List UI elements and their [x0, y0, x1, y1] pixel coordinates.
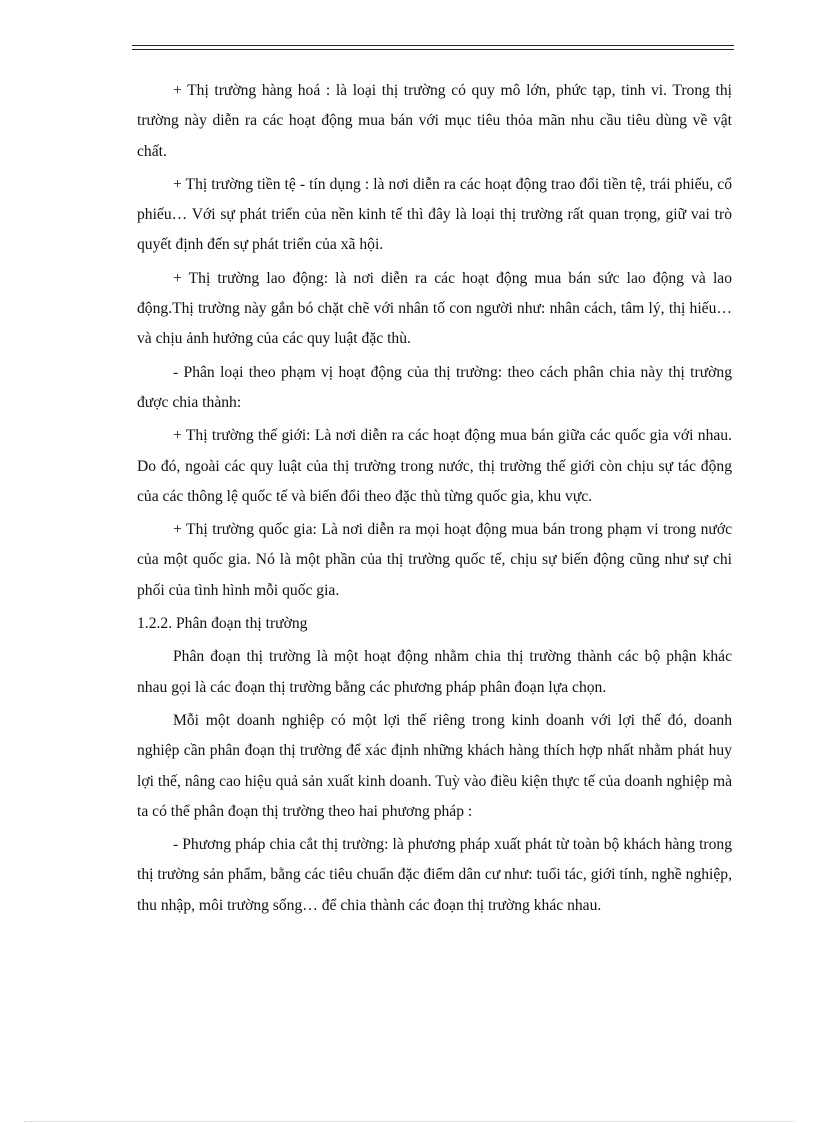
paragraph-national-market: + Thị trường quốc gia: Là nơi diễn ra mọi hoạt động mua bán trong phạm vi trong nước của một quốc gia. Nó là một phần của thị trường quốc tế, chịu sự biến động cũng như sự chi phối của tình hình mỗi quốc gia. [137, 521, 732, 599]
header-rule-top [132, 45, 734, 46]
page-body [137, 76, 732, 924]
paragraph-enterprise-advantage: Mỗi một doanh nghiệp có một lợi thế riêng trong kinh doanh với lợi thế đó, doanh nghiệp cần phân đoạn thị trường để xác định những khách hàng thích hợp nhất nhằm phát huy lợi thế, nâng cao hiệu quả sản xuất kinh doanh. Tuỳ vào điều kiện thực tế của doanh nghiệp mà ta có thể phân đoạn thị trường theo hai phương pháp : [137, 711, 732, 820]
paragraph-splitting-method: - Phương pháp chia cắt thị trường: là phương pháp xuất phát từ toàn bộ khách hàng trong thị trường sản phẩm, bằng các tiêu chuẩn đặc điểm dân cư như: tuổi tác, giới tính, nghề nghiệp, thu nhập, môi trường sống… để chia thành các đoạn thị trường khác nhau. [137, 836, 732, 914]
paragraph-classification-scope: - Phân loại theo phạm vị hoạt động của thị trường: theo cách phân chia này thị trường được chia thành: [137, 363, 732, 411]
footer-dotted-line [24, 1121, 794, 1122]
paragraph-world-market: + Thị trường thế giới: Là nơi diễn ra các hoạt động mua bán giữa các quốc gia với nhau. Do đó, ngoài các quy luật của thị trường trong nước, thị trường thế giới còn chịu sự tác động của các thông lệ quốc tế và biến đổi theo đặc thù từng quốc gia, khu vực. [137, 427, 732, 505]
paragraph-commodity-market: + Thị trường hàng hoá : là loại thị trường có quy mô lớn, phức tạp, tinh vi. Trong thị trường này diễn ra các hoạt động mua bán với mục tiêu thỏa mãn nhu cầu tiêu dùng về vật chất. [137, 82, 732, 160]
header-rule-bottom [132, 49, 734, 50]
paragraph-segmentation-definition: Phân đoạn thị trường là một hoạt động nhằm chia thị trường thành các bộ phận khác nhau gọi là các đoạn thị trường bằng các phương pháp phân đoạn lựa chọn. [137, 648, 732, 696]
paragraph-money-credit-market: + Thị trường tiền tệ - tín dụng : là nơi diễn ra các hoạt động trao đổi tiền tệ, trái phiếu, cổ phiếu… Với sự phát triển của nền kinh tế thì đây là loại thị trường rất quan trọng, giữ vai trò quyết định đến sự phát triển của xã hội. [137, 175, 732, 254]
paragraph-labor-market: + Thị trường lao động: là nơi diễn ra các hoạt động mua bán sức lao động và lao động.Thị trường này gắn bó chặt chẽ với nhân tố con người như: nhân cách, tâm lý, thị hiếu… và chịu ảnh hưởng của các quy luật đặc thù. [137, 269, 732, 348]
section-heading: 1.2.2. Phân đoạn thị trường [137, 615, 308, 633]
